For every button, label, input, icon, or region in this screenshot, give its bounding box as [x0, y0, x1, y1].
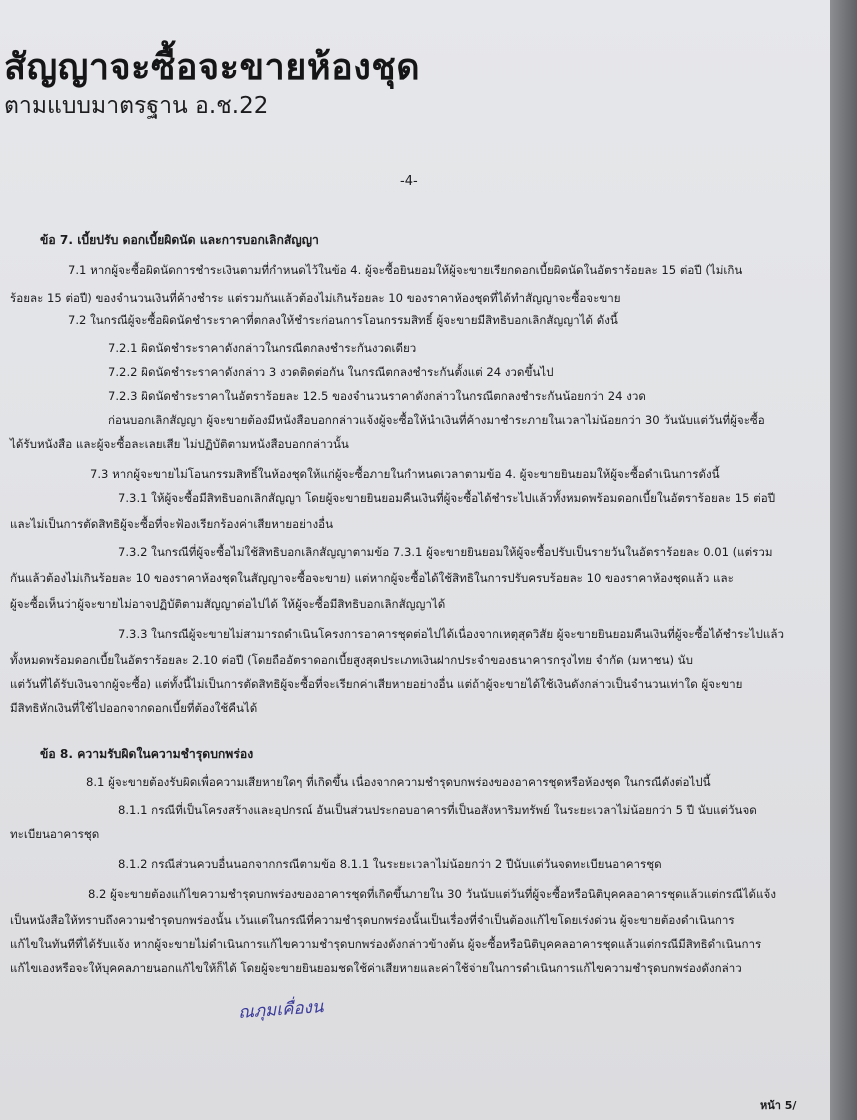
paragraph-line: 8.1.2 กรณีส่วนควบอื่นนอกจากกรณีตามข้อ 8.1.1 ในระยะเวลาไม่น้อยกว่า 2 ปีนับแต่วันจดทะเบียนอาคารชุด [118, 857, 662, 871]
paragraph-line: ทะเบียนอาคารชุด [10, 827, 100, 841]
paragraph-line: ได้รับหนังสือ และผู้จะซื้อละเลยเสีย ไม่ปฏิบัติตามหนังสือบอกกล่าวนั้น [10, 437, 349, 451]
page-marker: -4- [400, 174, 418, 189]
document-title: สัญญาจะซื้อจะขายห้องชุด [4, 47, 421, 88]
paragraph-line: 7.3.2 ในกรณีที่ผู้จะซื้อไม่ใช้สิทธิบอกเลิกสัญญาตามข้อ 7.3.1 ผู้จะขายยินยอมให้ผู้จะซื้อปรับเป็นรายวันในอัตราร้อยละ 0.01 (แต่รวม [118, 545, 773, 559]
page-footer: หน้า 5/ [760, 1099, 797, 1112]
paragraph-line: เป็นหนังสือให้ทราบถึงความชำรุดบกพร่องนั้น เว้นแต่ในกรณีที่ความชำรุดบกพร่องนั้นเป็นเรื่องที่จำเป็นต้องแก้ไขโดยเร่งด่วน ผู้จะขายต้องดำเนินการ [10, 913, 735, 927]
paragraph-line: 8.1 ผู้จะขายต้องรับผิดเพื่อความเสียหายใดๆ ที่เกิดขึ้น เนื่องจากความชำรุดบกพร่องของอาคารชุดหรือห้องชุด ในกรณีดังต่อไปนี้ [86, 775, 711, 789]
paragraph-line: 7.3.3 ในกรณีผู้จะขายไม่สามารถดำเนินโครงการอาคารชุดต่อไปได้เนื่องจากเหตุสุดวิสัย ผู้จะขายยินยอมคืนเงินที่ผู้จะซื้อได้ชำระไปแล้ว [118, 627, 784, 641]
paragraph-line: ร้อยละ 15 ต่อปี) ของจำนวนเงินที่ค้างชำระ แต่รวมกันแล้วต้องไม่เกินร้อยละ 10 ของราคาห้องชุดที่ได้ทำสัญญาจะซื้อจะขาย [10, 291, 621, 305]
section-8-heading: ข้อ 8. ความรับผิดในความชำรุดบกพร่อง [40, 747, 254, 761]
paragraph-line: และไม่เป็นการตัดสิทธิผู้จะซื้อที่จะฟ้องเรียกร้องค่าเสียหายอย่างอื่น [10, 517, 333, 531]
paragraph-line: 8.1.1 กรณีที่เป็นโครงสร้างและอุปกรณ์ อันเป็นส่วนประกอบอาคารที่เป็นอสังหาริมทรัพย์ ในระยะเวลาไม่น้อยกว่า 5 ปี นับแต่วันจด [118, 803, 757, 817]
paragraph-line: ทั้งหมดพร้อมดอกเบี้ยในอัตราร้อยละ 2.10 ต่อปี (โดยถืออัตราดอกเบี้ยสูงสุดประเภทเงินฝากประจำของธนาคารกรุงไทย จำกัด (มหาชน) นับ [10, 653, 693, 667]
paragraph-line: 7.2.3 ผิดนัดชำระราคาในอัตราร้อยละ 12.5 ของจำนวนราคาดังกล่าวในกรณีตกลงชำระกันน้อยกว่า 24 งวด [108, 389, 646, 403]
paragraph-line: แก้ไขเองหรือจะให้บุคคลภายนอกแก้ไขให้ก็ได้ โดยผู้จะขายยินยอมชดใช้ค่าเสียหายและค่าใช้จ่ายในการดำเนินการแก้ไขความชำรุดบกพร่องดังกล่าว [10, 961, 742, 975]
paragraph-line: แก้ไขในทันทีที่ได้รับแจ้ง หากผู้จะขายไม่ดำเนินการแก้ไขความชำรุดบกพร่องดังกล่าวข้างต้น ผู้จะซื้อหรือนิติบุคคลอาคารชุดแล้วแต่กรณีมีสิทธิดำเนินการ [10, 937, 762, 951]
paragraph-line: กันแล้วต้องไม่เกินร้อยละ 10 ของราคาห้องชุดในสัญญาจะซื้อจะขาย) แต่หากผู้จะซื้อได้ใช้สิทธิในการปรับครบร้อยละ 10 ของราคาห้องชุดแล้ว และ [10, 571, 734, 585]
paragraph-line: 8.2 ผู้จะขายต้องแก้ไขความชำรุดบกพร่องของอาคารชุดที่เกิดขึ้นภายใน 30 วันนับแต่วันที่ผู้จะซื้อหรือนิติบุคคลอาคารชุดแล้วแต่กรณีได้แจ้ง [88, 887, 777, 901]
paragraph-line: 7.2 ในกรณีผู้จะซื้อผิดนัดชำระราคาที่ตกลงให้ชำระก่อนการโอนกรรมสิทธิ์ ผู้จะขายมีสิทธิบอกเลิกสัญญาได้ ดังนี้ [68, 313, 618, 327]
paragraph-line: มีสิทธิหักเงินที่ใช้ไปออกจากดอกเบี้ยที่ต้องใช้คืนได้ [10, 701, 258, 715]
paragraph-line: 7.1 หากผู้จะซื้อผิดนัดการชำระเงินตามที่กำหนดไว้ในข้อ 4. ผู้จะซื้อยินยอมให้ผู้จะขายเรียกดอกเบี้ยผิดนัดในอัตราร้อยละ 15 ต่อปี (ไม่เกิน [68, 263, 743, 277]
page-edge-shadow [830, 0, 857, 1120]
paragraph-line: ผู้จะซื้อเห็นว่าผู้จะขายไม่อาจปฏิบัติตามสัญญาต่อไปได้ ให้ผู้จะซื้อมีสิทธิบอกเลิกสัญญาได้ [10, 597, 446, 611]
paragraph-line: 7.2.1 ผิดนัดชำระราคาดังกล่าวในกรณีตกลงชำระกันงวดเดียว [108, 341, 417, 355]
paragraph-line: 7.2.2 ผิดนัดชำระราคาดังกล่าว 3 งวดติดต่อกัน ในกรณีตกลงชำระกันตั้งแต่ 24 งวดขึ้นไป [108, 365, 554, 379]
document-subtitle: ตามแบบมาตรฐาน อ.ช.22 [4, 93, 269, 119]
paragraph-line: 7.3 หากผู้จะขายไม่โอนกรรมสิทธิ์ในห้องชุดให้แก่ผู้จะซื้อภายในกำหนดเวลาตามข้อ 4. ผู้จะขายยินยอมให้ผู้จะซื้อดำเนินการดังนี้ [90, 467, 720, 481]
handwritten-signature: ณภุมเคื่องน [237, 997, 325, 1023]
paragraph-line: ก่อนบอกเลิกสัญญา ผู้จะขายต้องมีหนังสือบอกกล่าวแจ้งผู้จะซื้อให้นำเงินที่ค้างมาชำระภายในเวลาไม่น้อยกว่า 30 วันนับแต่วันที่ผู้จะซื้อ [108, 413, 765, 427]
section-7-heading: ข้อ 7. เบี้ยปรับ ดอกเบี้ยผิดนัด และการบอกเลิกสัญญา [40, 233, 319, 247]
paragraph-line: แต่วันที่ได้รับเงินจากผู้จะซื้อ) แต่ทั้งนี้ไม่เป็นการตัดสิทธิผู้จะซื้อที่จะเรียกค่าเสียหายอย่างอื่น แต่ถ้าผู้จะขายได้ใช้เงินดังกล่าวเป็นจำนวนเท่าใด ผู้จะขาย [10, 677, 743, 691]
paragraph-line: 7.3.1 ให้ผู้จะซื้อมีสิทธิบอกเลิกสัญญา โดยผู้จะขายยินยอมคืนเงินที่ผู้จะซื้อได้ชำระไปแล้วทั้งหมดพร้อมดอกเบี้ยในอัตราร้อยละ 15 ต่อปี [118, 491, 776, 505]
